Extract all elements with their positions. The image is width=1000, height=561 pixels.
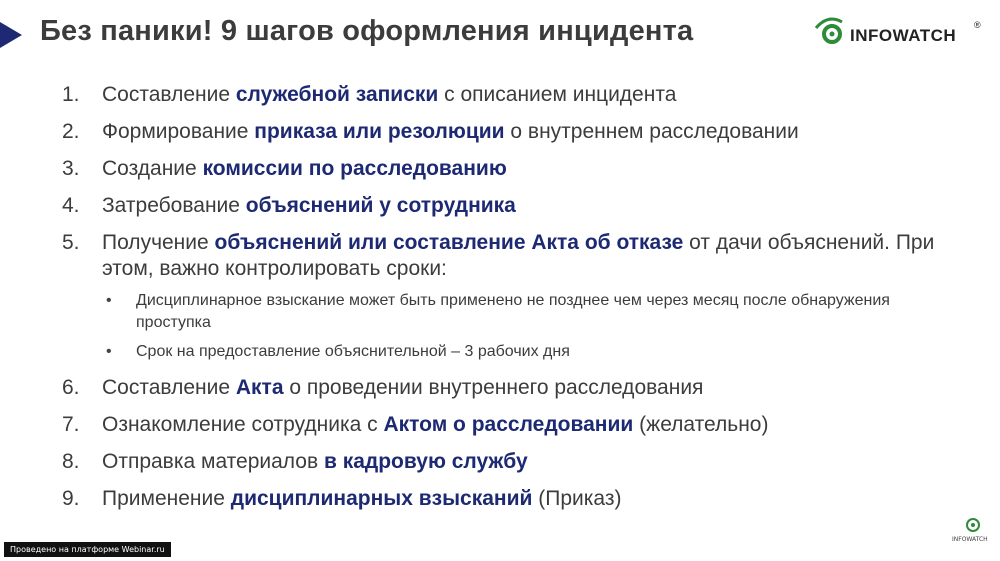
item-number: 4. xyxy=(62,194,80,217)
sub-list-item xyxy=(102,341,962,363)
sub-list xyxy=(102,290,962,363)
slide-title: Без паники! 9 шагов оформления инцидента xyxy=(40,15,694,47)
list-item xyxy=(62,193,962,219)
item-text: Отправка материалов в кадровую службу xyxy=(102,450,528,473)
item-text: Применение дисциплинарных взысканий (Приказ) xyxy=(102,487,622,510)
sub-item-text: Срок на предоставление объяснительной – 3 рабочих дня xyxy=(136,343,570,360)
item-text: Затребование объяснений у сотрудника xyxy=(102,194,516,217)
item-number: 5. xyxy=(62,231,80,254)
list-item xyxy=(62,230,962,282)
item-number: 1. xyxy=(62,83,80,106)
item-text: Ознакомление сотрудника с Актом о расследовании (желательно) xyxy=(102,413,769,436)
item-number: 6. xyxy=(62,376,80,399)
small-logo-text: INFOWATCH xyxy=(952,536,988,543)
item-text: Составление Акта о проведении внутреннего расследования xyxy=(102,376,704,399)
item-number: 2. xyxy=(62,120,80,143)
list-item xyxy=(62,449,962,475)
list-item xyxy=(62,412,962,438)
list-item xyxy=(62,82,962,108)
sub-item-text: Дисциплинарное взыскание может быть применено не позднее чем через месяц после обнаружения проступка xyxy=(136,292,890,331)
small-eye-icon xyxy=(962,514,984,536)
infowatch-logo xyxy=(812,14,982,48)
steps-list xyxy=(62,82,962,523)
bullet-icon: • xyxy=(106,292,112,309)
small-infowatch-logo xyxy=(952,514,992,544)
registered-mark: ® xyxy=(974,20,981,30)
list-item xyxy=(62,119,962,145)
item-number: 3. xyxy=(62,157,80,180)
list-item xyxy=(62,375,962,401)
sub-list-item xyxy=(102,290,962,334)
bullet-icon: • xyxy=(106,343,112,360)
item-text: Составление служебной записки с описанием инцидента xyxy=(102,83,677,106)
platform-badge[interactable]: Проведено на платформе Webinar.ru xyxy=(4,542,171,557)
eye-icon xyxy=(812,14,848,48)
item-text: Формирование приказа или резолюции о внутреннем расследовании xyxy=(102,120,799,143)
item-text: Создание комиссии по расследованию xyxy=(102,157,507,180)
item-number: 7. xyxy=(62,413,80,436)
item-text: Получение объяснений или составление Акта об отказе от дачи объяснений. При этом, важно контролировать сроки: xyxy=(102,231,935,280)
list-item xyxy=(62,486,962,512)
item-number: 8. xyxy=(62,450,80,473)
title-arrow-marker xyxy=(0,22,22,48)
logo-text: INFOWATCH xyxy=(850,26,957,45)
list-item xyxy=(62,156,962,182)
item-number: 9. xyxy=(62,487,80,510)
